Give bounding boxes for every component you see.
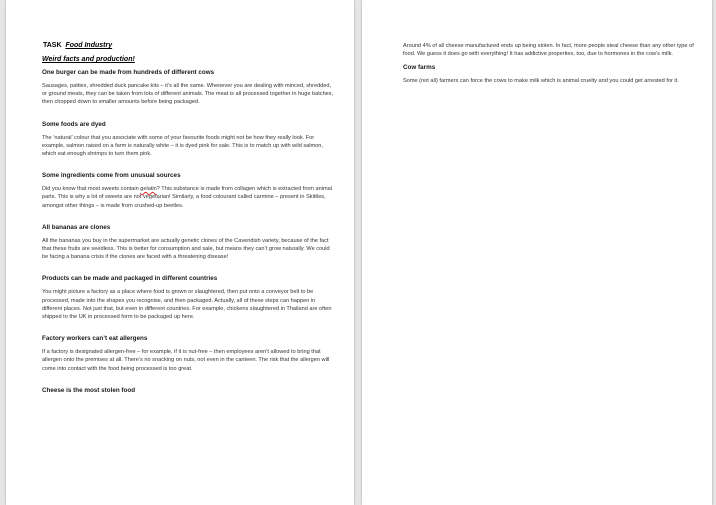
section-heading: Some ingredients come from unusual sources	[42, 172, 181, 180]
section-paragraph: If a factory is designated allergen-free – for example, if it is nut-free – then employees aren’t allowed to bring that allergen onto the premises at all. There’s no snacking on nuts, not even in the canteen. The risk that the allergen will come into contact with the food being processed is too great.	[42, 349, 330, 372]
section-heading: All bananas are clones	[42, 223, 111, 231]
task-title-line	[42, 42, 334, 50]
cheese-paragraph: Around 4% of all cheese manufactured ends up being stolen. In fact, more people steal cheese than any other type of food. We guess it does go with everything! It has addictive properties, too, due to hormones in the cow’s milk.	[403, 43, 694, 58]
section-burger	[42, 69, 334, 107]
cow-farms-paragraph: Some (not all) farmers can force the cows to make milk which is animal cruelty and you could get arrested for it.	[403, 78, 679, 85]
document-subtitle: Weird facts and production!	[42, 56, 135, 63]
section-allergens	[42, 335, 334, 373]
section-paragraph: The ‘natural’ colour that you associate with some of your favourite foods might not be how they really look. For example, salmon raised on a farm is naturally white – it is dyed pink for sale. This is to match up with wild salmon, which eat enough shrimps to turn them pink.	[42, 134, 323, 158]
task-title: Food Industry	[65, 42, 113, 49]
paragraph-text-after: ? This substance is made from collagen which is extracted from animal parts. This is why a lot of sweets are not vegetarian! Similarly, a food colourant called carmine – present in Skittles, amongst other things – is made from crushed-up beetles.	[42, 186, 332, 209]
section-heading: Factory workers can’t eat allergens	[42, 335, 148, 343]
section-dyed	[42, 121, 334, 159]
section-heading: Products can be made and packaged in different countries	[42, 275, 218, 283]
page-2-content	[403, 42, 700, 92]
section-paragraph: You might picture a factory as a place where food is grown or slaughtered, then put onto a conveyor belt to be processed, made into the shapes you recognise, and then packaged. Actually, all of these steps can happen in different places. Not just that, but even in different countries. For example, chickens slaughtered in Thailand are often shipped to the UK in processed form to be packaged up here.	[42, 289, 332, 321]
spellcheck-flagged-word[interactable]: gelatin	[140, 186, 157, 193]
task-label: TASK	[43, 42, 62, 49]
section-paragraph	[42, 185, 334, 210]
section-paragraph: All the bananas you buy in the supermarket are actually genetic clones of the Cavendish variety, because of the fact that these fruits are seedless. This is better for consumption and sale, but means they can’t grow naturally. We could be facing a banana crisis if the clones are faced with a threatening disease!	[42, 237, 330, 261]
section-bananas	[42, 224, 334, 262]
section-heading-cow-farms: Cow farms	[403, 64, 436, 72]
section-cheese	[42, 387, 334, 395]
document-page-1	[6, 0, 354, 505]
page-1-content	[42, 42, 334, 409]
section-ingredients	[42, 172, 334, 210]
section-heading: Cheese is the most stolen food	[42, 386, 136, 394]
paragraph-text-before: Did you know that most sweets contain	[42, 186, 141, 193]
section-heading: Some foods are dyed	[42, 120, 106, 128]
section-countries	[42, 275, 334, 321]
section-paragraph: Sausages, patties, shredded duck pancake kits – it’s all the same. Whenever you are dealing with minced, shredded, or ground meats, they can be taken from lots of different animals. The meat is all processed together in huge batches, then chopped down to smaller amounts before being packaged.	[42, 83, 334, 106]
section-heading: One burger can be made from hundreds of different cows	[42, 69, 215, 76]
document-page-2	[362, 0, 712, 505]
